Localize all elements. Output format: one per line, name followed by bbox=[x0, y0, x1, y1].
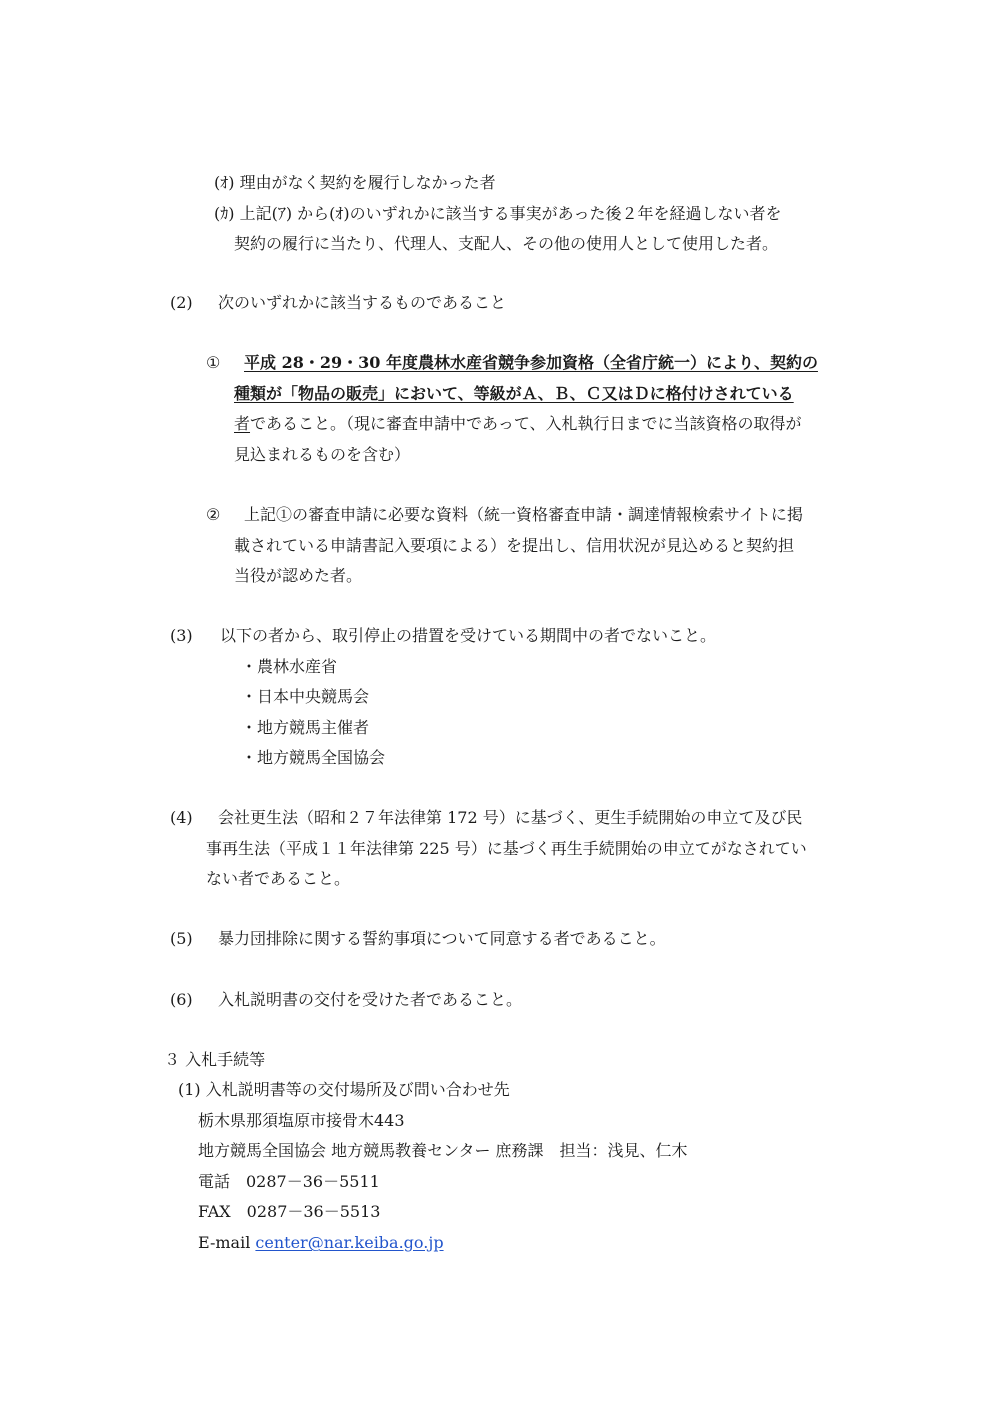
list-item: ・地方競馬全国協会 bbox=[241, 748, 386, 767]
item-1-line3-underlined: 者 bbox=[234, 414, 251, 433]
item-2-line3: 当役が認めた者。 bbox=[234, 566, 363, 585]
item-o-text: (ｵ) 理由がなく契約を履行しなかった者 bbox=[214, 173, 496, 192]
section-2-text: 次のいずれかに該当するものであること bbox=[218, 293, 507, 312]
contact-fax: FAX 0287－36－5513 bbox=[198, 1202, 381, 1221]
item-2-line2: 載されている申請書記入要項による）を提出し、信用状況が見込めると契約担 bbox=[234, 536, 795, 555]
section-2-number: (2) bbox=[170, 293, 193, 312]
contact-organization: 地方競馬全国協会 地方競馬教養センター 庶務課 担当：浅見、仁木 bbox=[198, 1141, 688, 1160]
item-1-line3-rest: であること。（現に審査申請中であって、入札執行日までに当該資格の取得が bbox=[250, 414, 802, 433]
list-item: ・農林水産省 bbox=[241, 657, 338, 676]
section-4-line3: ない者であること。 bbox=[206, 869, 351, 888]
item-2-line1: 上記①の審査申請に必要な資料（統一資格審査申請・調達情報検索サイトに掲 bbox=[244, 505, 803, 524]
item-ka-line1: (ｶ) 上記(ｱ) から(ｵ)のいずれかに該当する事実があった後２年を経過しない者を bbox=[214, 204, 782, 223]
email-link[interactable]: center@nar.keiba.go.jp bbox=[255, 1233, 444, 1252]
section-4-number: (4) bbox=[170, 808, 193, 827]
section-3-number: (3) bbox=[170, 626, 193, 645]
email-label: E-mail bbox=[198, 1233, 256, 1252]
list-item: ・地方競馬主催者 bbox=[241, 718, 370, 737]
section-4-line1: 会社更生法（昭和２７年法律第 172 号）に基づく、更生手続開始の申立て及び民 bbox=[218, 808, 803, 827]
item-1-line2: 種類が「物品の販売」において、等級がＡ、Ｂ、Ｃ又はＤに格付けされている bbox=[234, 384, 794, 403]
item-1-line4: 見込まれるものを含む） bbox=[234, 445, 411, 464]
section-3-text: 以下の者から、取引停止の措置を受けている期間中の者でないこと。 bbox=[220, 626, 717, 645]
chapter-3-heading: ３ 入札手続等 bbox=[164, 1050, 266, 1069]
item-1-mark: ① bbox=[206, 353, 221, 372]
list-item: ・日本中央競馬会 bbox=[241, 687, 370, 706]
section-5-text: 暴力団排除に関する誓約事項について同意する者であること。 bbox=[218, 929, 666, 948]
contact-address: 栃木県那須塩原市接骨木443 bbox=[198, 1111, 405, 1130]
contact-phone: 電話 0287－36－5511 bbox=[198, 1172, 380, 1191]
section-5-number: (5) bbox=[170, 929, 193, 948]
chapter-3-sub1: (1) 入札説明書等の交付場所及び問い合わせ先 bbox=[178, 1080, 510, 1099]
section-4-line2: 事再生法（平成１１年法律第 225 号）に基づく再生手続開始の申立てがなされてい bbox=[206, 839, 807, 858]
item-1-line1: 平成 28・29・30 年度農林水産省競争参加資格（全省庁統一）により、契約の bbox=[244, 353, 818, 372]
item-1-line3 bbox=[234, 414, 802, 433]
item-ka-line2: 契約の履行に当たり、代理人、支配人、その他の使用人として使用した者。 bbox=[234, 234, 779, 253]
section-6-text: 入札説明書の交付を受けた者であること。 bbox=[218, 990, 523, 1009]
contact-email-row bbox=[198, 1233, 444, 1252]
item-2-mark: ② bbox=[206, 505, 221, 524]
section-6-number: (6) bbox=[170, 990, 193, 1009]
